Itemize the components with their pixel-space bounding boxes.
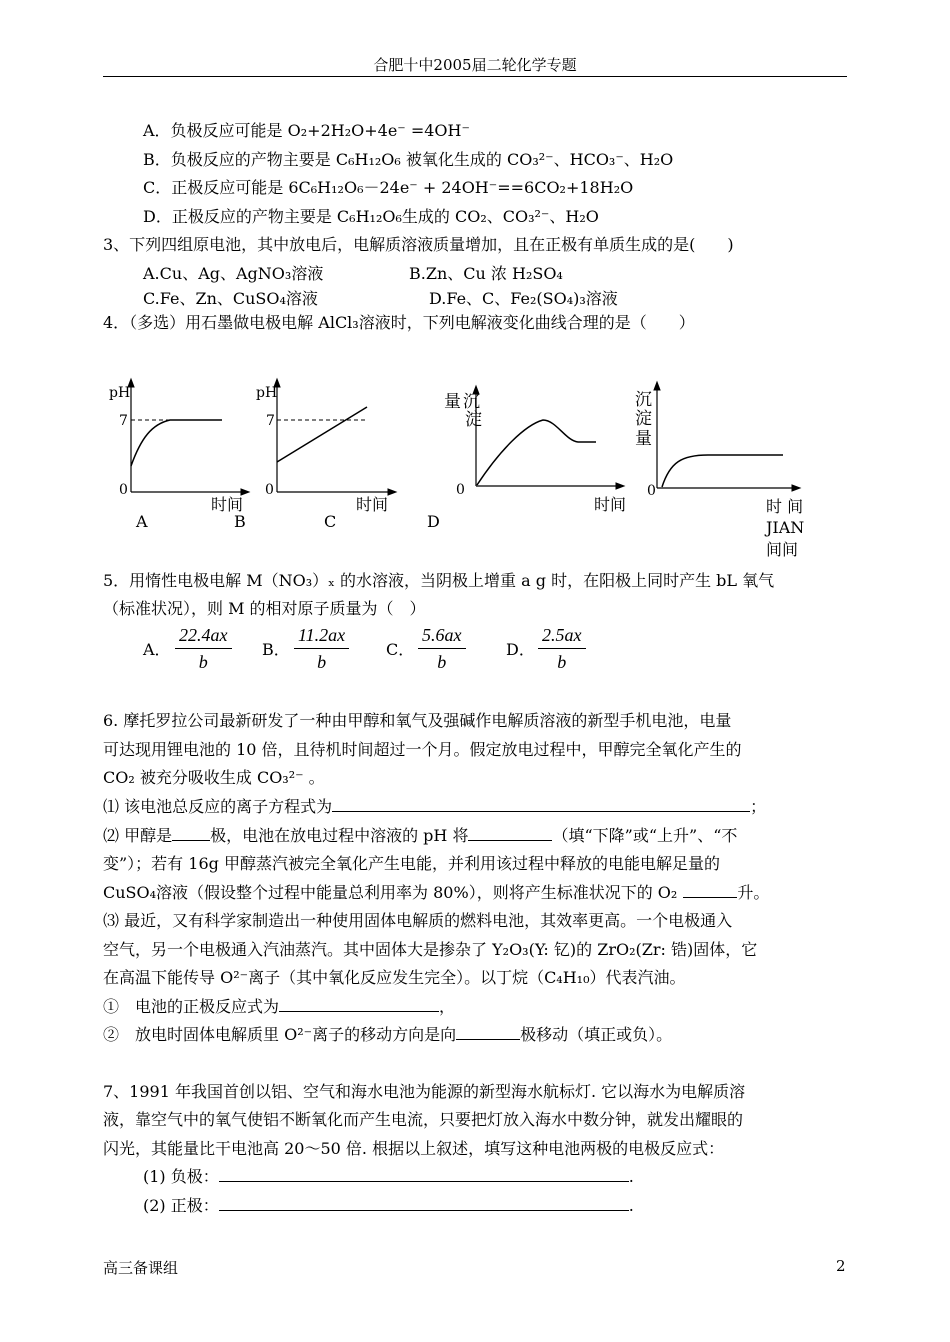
q5-line2: （标准状况），则 M 的相对原子质量为（ ） <box>103 599 426 618</box>
q5-option-b-fraction <box>294 622 349 675</box>
graph-label-c: C <box>324 512 337 531</box>
graph-c-time-label: 时间 <box>594 495 627 514</box>
graph-b-time-label: 时间 <box>356 495 389 514</box>
graph-b <box>274 379 396 495</box>
q3-option-d: D.Fe、C、Fe₂(SO₄)₃溶液 <box>429 289 618 308</box>
q5-option-a-denominator: b <box>198 652 208 672</box>
q5-option-a-numerator: 22.4ax <box>175 622 232 649</box>
q7-line2: 液，靠空气中的氧气使铝不断氧化而产生电流，只要把灯放入海水中数分钟，就发出耀眼的 <box>103 1110 744 1129</box>
q5-option-c-label: C． <box>386 640 415 659</box>
q5-option-c-numerator: 5.6ax <box>418 622 466 649</box>
graph-d-precip-char: 沉 <box>635 390 652 410</box>
q6-oxygen-volume-blank[interactable] <box>683 883 737 898</box>
graph-a-time-label: 时间 <box>211 495 244 514</box>
q6-sub3-line1: ⑶ 最近，又有科学家制造出一种使用固体电解质的燃料电池，其效率更高。一个电极通入 <box>103 911 733 930</box>
q6-item1-end: ， <box>439 997 456 1016</box>
q6-sub1-answer-blank[interactable] <box>332 797 750 812</box>
q6-item2-text-a: ② 放电时固体电解质里 O²⁻离子的移动方向是向 <box>103 1025 457 1044</box>
q5-option-d-denominator: b <box>557 652 567 672</box>
q7-negative-label: (1) 负极： <box>143 1167 219 1186</box>
graph-d-quantity-char: 量 <box>635 429 652 449</box>
q7-negative <box>143 1167 634 1187</box>
q6-sub2-text-a: ⑵ 甲醇是 <box>103 826 173 845</box>
q5-option-b-numerator: 11.2ax <box>294 622 349 649</box>
q5-option-c-denominator: b <box>437 652 447 672</box>
q5-option-d-fraction <box>538 622 586 675</box>
q2-option-d: D．正极反应的产物主要是 C₆H₁₂O₆生成的 CO₂、CO₃²⁻、H₂O <box>143 207 599 226</box>
graph-label-d: D <box>427 512 440 531</box>
q6-sub1-text: ⑴ 该电池总反应的离子方程式为 <box>103 797 333 816</box>
q6-sub2-text-e: CuSO₄溶液（假设整个过程中能量总利用率为 80%），则将产生标准状况下的 O₂ <box>103 883 678 902</box>
graph-a-ph-label: pH <box>109 385 131 401</box>
q6-sub2-text-c: （填“下降”或“上升”、“不 <box>552 826 738 845</box>
graph-a-0-label: 0 <box>119 482 128 498</box>
q6-line2: 可达现用锂电池的 10 倍，且待机时间超过一个月。假定放电过程中，甲醇完全氧化产生的 <box>103 740 742 759</box>
graph-a <box>128 379 249 495</box>
graph-a-7-label: 7 <box>119 413 128 429</box>
graph-c <box>473 386 624 489</box>
q7-negative-dot: . <box>628 1167 634 1186</box>
q3-option-a: A.Cu、Ag、AgNO₃溶液 <box>143 264 324 283</box>
graph-b-7-label: 7 <box>266 413 275 429</box>
graph-d-time-line3: 间间 <box>766 540 799 559</box>
q7-positive-label: (2) 正极： <box>143 1196 219 1215</box>
q5-option-a-label: A． <box>143 640 171 659</box>
q6-sub1-end: ； <box>750 797 767 816</box>
graph-c-deposit-char: 淀 <box>465 410 482 430</box>
q6-item1-text: ① 电池的正极反应式为 <box>103 997 280 1016</box>
q4-graphs <box>0 370 950 565</box>
graph-label-b: B <box>234 512 246 531</box>
q6-ion-direction-blank[interactable] <box>456 1025 520 1040</box>
q6-electrode-blank[interactable] <box>172 826 210 841</box>
q4-stem: 4．（多选）用石墨做电极电解 AlCl₃溶液时，下列电解液变化曲线合理的是（ ） <box>103 313 695 332</box>
q7-positive-answer-blank[interactable] <box>219 1196 629 1211</box>
graph-label-a: A <box>136 512 148 531</box>
q5-option-d-numerator: 2.5ax <box>538 622 586 649</box>
page-header: 合肥十中2005届二轮化学专题 <box>373 56 577 74</box>
q6-ph-blank[interactable] <box>468 826 552 841</box>
q3-stem: 3、下列四组原电池，其中放电后，电解质溶液质量增加，且在正极有单质生成的是( ) <box>103 235 734 254</box>
q7-line3: 闪光，其能量比干电池高 20～50 倍. 根据以上叙述，填写这种电池两极的电极反应式： <box>103 1139 725 1158</box>
q6-sub1 <box>103 797 766 817</box>
q5-option-a-fraction <box>175 622 232 675</box>
graph-c-quantity-char: 量 <box>444 392 461 412</box>
q6-sub2-text-f: 升。 <box>737 883 770 902</box>
graph-d-0-label: 0 <box>647 483 656 499</box>
q6-item2 <box>103 1025 672 1045</box>
graph-c-precip-char: 沉 <box>463 392 480 412</box>
graph-d-time-line2: JIAN <box>766 518 805 537</box>
graph-c-0-label: 0 <box>456 482 465 498</box>
q2-option-b: B．负极反应的产物主要是 C₆H₁₂O₆ 被氧化生成的 CO₃²⁻、HCO₃⁻、H₂O <box>143 150 674 169</box>
q2-option-c: C．正极反应可能是 6C₆H₁₂O₆－24e⁻ + 24OH⁻==6CO₂+18H₂O <box>143 178 634 197</box>
q6-sub2-line1 <box>103 826 737 846</box>
q6-item1 <box>103 997 455 1017</box>
page-number: 2 <box>836 1257 846 1275</box>
graph-d-deposit-char: 淀 <box>635 409 652 429</box>
footer-group: 高三备课组 <box>103 1259 179 1277</box>
q3-option-c: C.Fe、Zn、CuSO₄溶液 <box>143 289 318 308</box>
q6-sub3-line2: 空气，另一个电极通入汽油蒸汽。其中固体大是掺杂了 Y₂O₃(Y: 钇)的 ZrO₂(Zr: 锆)固体，它 <box>103 940 758 959</box>
q6-sub2-line3 <box>103 883 769 903</box>
q3-option-b: B.Zn、Cu 浓 H₂SO₄ <box>409 264 563 283</box>
q6-sub3-line3: 在高温下能传导 O²⁻离子（其中氧化反应发生完全）。以丁烷（C₄H₁₀）代表汽油。 <box>103 968 686 987</box>
q6-sub2-line2: 变”）；若有 16g 甲醇蒸汽被完全氧化产生电能，并利用该过程中释放的电能电解足量的 <box>103 854 720 873</box>
q6-sub2-text-b: 极，电池在放电过程中溶液的 pH 将 <box>210 826 469 845</box>
graph-b-0-label: 0 <box>265 482 274 498</box>
graph-d <box>654 382 800 491</box>
q6-line3: CO₂ 被充分吸收生成 CO₃²⁻ 。 <box>103 768 325 787</box>
q5-option-c-fraction <box>418 622 466 675</box>
q2-option-a: A．负极反应可能是 O₂+2H₂O+4e⁻ =4OH⁻ <box>143 121 470 140</box>
q6-cathode-equation-blank[interactable] <box>279 997 439 1012</box>
q7-line1: 7、1991 年我国首创以铝、空气和海水电池为能源的新型海水航标灯. 它以海水为电解质溶 <box>103 1082 746 1101</box>
q5-option-d-label: D． <box>506 640 535 659</box>
q7-negative-answer-blank[interactable] <box>219 1167 629 1182</box>
q6-line1: 6. 摩托罗拉公司最新研发了一种由甲醇和氧气及强碱作电解质溶液的新型手机电池，电量 <box>103 711 732 730</box>
graph-b-ph-label: pH <box>256 385 278 401</box>
q5-option-b-label: B． <box>262 640 290 659</box>
q5-option-b-denominator: b <box>317 652 327 672</box>
graph-d-time-line1: 时 间 <box>766 497 804 516</box>
q7-positive <box>143 1196 634 1216</box>
q5-line1: 5．用惰性电极电解 M（NO₃）ₓ 的水溶液，当阴极上增重 a g 时，在阳极上同时产生 bL 氧气 <box>103 571 775 590</box>
q6-item2-text-b: 极移动（填正或负）。 <box>520 1025 673 1044</box>
q7-positive-dot: . <box>628 1196 634 1215</box>
header-rule <box>103 76 847 77</box>
